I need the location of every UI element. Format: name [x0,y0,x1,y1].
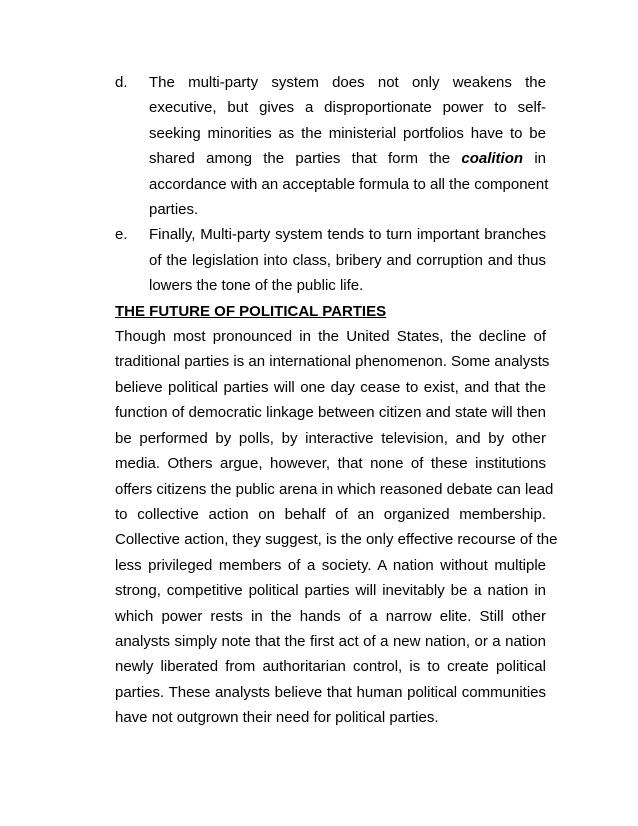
text-line: of the legislation into class, bribery and corruption and thus [149,251,546,269]
list-item-text [149,70,549,222]
text-line: Finally, Multi-party system tends to turn important branches [149,226,546,244]
text-line: The multi-party system does not only weakens the [149,74,546,91]
paragraph-line: offers citizens the public arena in which reasoned debate can lead [115,480,554,498]
paragraph-line: strong, competitive political parties will inevitably be a nation in [115,582,546,600]
paragraph-line: which power rests in the hands of a narrow elite. Still other [115,607,546,625]
paragraph-line: Collective action, they suggest, is the only effective recourse of the [115,531,558,549]
document-body [115,70,558,731]
paragraph-line: believe political parties will one day cease to exist, and that the [115,378,546,396]
list-marker: d. [115,74,128,91]
text-fragment: in [534,150,547,168]
text-line: lowers the tone of the public life. [149,277,364,295]
text-line: parties. [149,201,199,219]
list-item-e [115,222,546,298]
paragraph-line: have not outgrown their need for political parties. [115,709,439,727]
list-marker: e. [115,226,128,244]
paragraph-line: to collective action on behalf of an organized membership. [115,505,546,523]
section-heading: THE FUTURE OF POLITICAL PARTIES [115,302,387,320]
paragraph-line: parties. These analysts believe that human political communities [115,683,546,701]
paragraph-line: function of democratic linkage between citizen and state will then [115,404,546,422]
text-line: executive, but gives a disproportionate power to self- [149,99,546,117]
paragraph-line: newly liberated from authoritarian control, is to create political [115,658,546,676]
text-line-with-emphasis [149,146,546,171]
text-line: seeking minorities as the ministerial portfolios have to be [149,124,546,142]
paragraph-line: analysts simply note that the first act of a new nation, or a nation [115,632,546,650]
paragraph-line: Though most pronounced in the United States, the decline of [115,328,546,346]
paragraph-line: less privileged members of a society. A nation without multiple [115,556,546,574]
text-line: accordance with an acceptable formula to all the component [149,175,549,193]
text-fragment: shared among the parties that form the [149,150,451,168]
emphasized-term: coalition [461,150,524,168]
paragraph-line: media. Others argue, however, that none of these institutions [115,455,546,473]
body-paragraph [115,324,558,731]
list-item-text [149,222,546,298]
paragraph-line: be performed by polls, by interactive television, and by other [115,429,546,447]
paragraph-line: traditional parties is an international phenomenon. Some analysts [115,353,550,371]
list-item-d [115,70,549,222]
